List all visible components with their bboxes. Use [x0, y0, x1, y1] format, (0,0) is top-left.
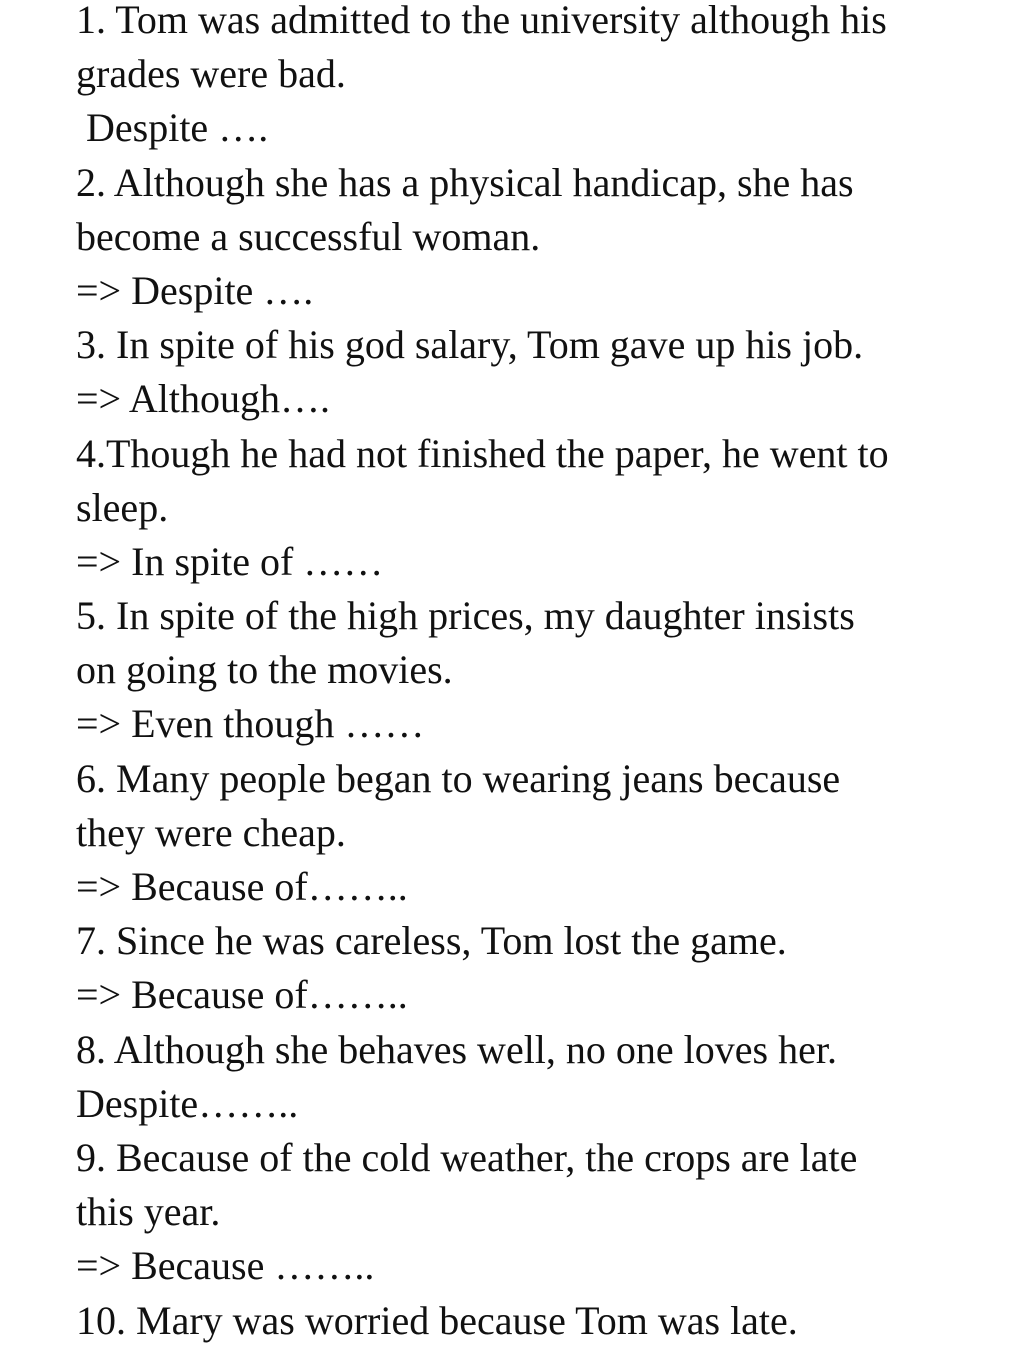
question-line: 5. In spite of the high prices, my daughter insists: [76, 593, 855, 639]
question-line: 7. Since he was careless, Tom lost the game.: [76, 918, 787, 964]
rewrite-prompt: => Despite ….: [76, 267, 314, 313]
question-line: 8. Although she behaves well, no one loves her.: [76, 1026, 837, 1072]
question-line: 4.Though he had not finished the paper, he went to: [76, 430, 889, 476]
exercise-8: [76, 1023, 976, 1131]
question-line: grades were bad.: [76, 51, 346, 97]
exercise-7: [76, 914, 976, 1022]
exercise-6: [76, 752, 976, 915]
question-line: become a successful woman.: [76, 213, 541, 259]
question-line: 6. Many people began to wearing jeans because: [76, 755, 841, 801]
exercise-5: [76, 589, 976, 752]
exercise-4: [76, 427, 976, 590]
exercise-document: [76, 0, 976, 1348]
question-line: sleep.: [76, 484, 169, 530]
rewrite-prompt: Despite ….: [86, 105, 269, 151]
rewrite-prompt: => In spite of ……: [76, 538, 384, 584]
question-line: this year.: [76, 1189, 221, 1235]
rewrite-prompt: => Because of……..: [76, 972, 408, 1018]
question-line: 3. In spite of his god salary, Tom gave up his job.: [76, 322, 864, 368]
rewrite-prompt: => Even though ……: [76, 701, 425, 747]
question-line: on going to the movies.: [76, 647, 453, 693]
question-line: they were cheap.: [76, 809, 346, 855]
rewrite-prompt: => Although….: [76, 376, 331, 422]
question-line: 10. Mary was worried because Tom was late.: [76, 1297, 798, 1343]
question-line: 2. Although she has a physical handicap, she has: [76, 159, 854, 205]
rewrite-prompt: => Because of……..: [76, 864, 408, 909]
exercise-2: [76, 156, 976, 319]
question-line: 1. Tom was admitted to the university although his: [76, 0, 887, 42]
question-line: 9. Because of the cold weather, the crops are late: [76, 1134, 858, 1180]
exercise-9: [76, 1131, 976, 1294]
rewrite-prompt: => Because ……..: [76, 1243, 375, 1289]
exercise-3: [76, 318, 976, 426]
exercise-10: [76, 1294, 976, 1348]
rewrite-prompt: Despite……..: [76, 1080, 299, 1126]
exercise-1: [76, 0, 976, 156]
